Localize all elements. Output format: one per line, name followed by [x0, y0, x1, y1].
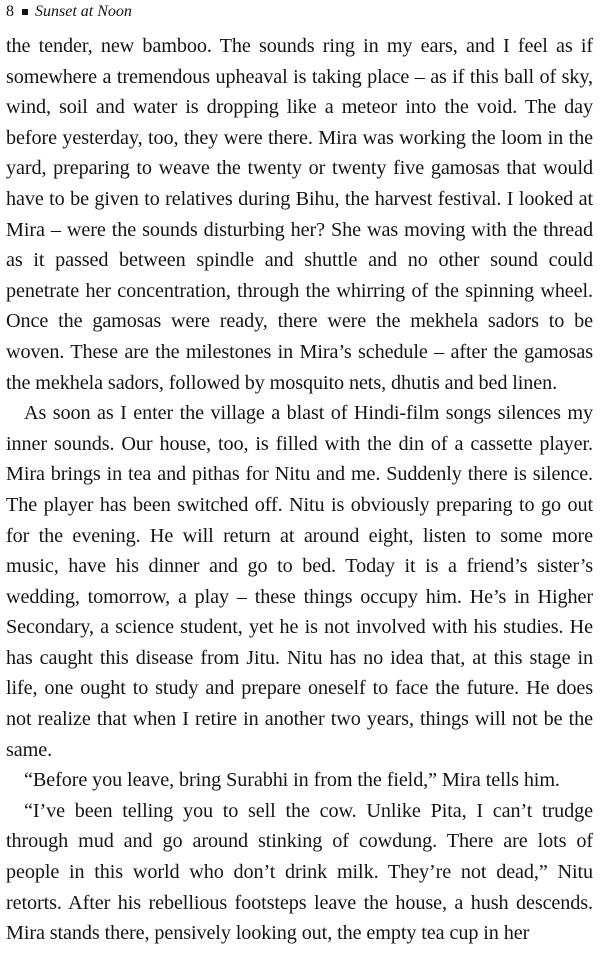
page-body	[6, 31, 593, 949]
page-number: 8	[6, 3, 14, 20]
running-header	[6, 0, 593, 24]
book-title: Sunset at Noon	[35, 3, 132, 20]
paragraph-3: “Before you leave, bring Surabhi in from the field,” Mira tells him.	[24, 769, 560, 792]
square-bullet-icon	[22, 9, 28, 15]
paragraph-2: As soon as I enter the village a blast of Hindi-film songs silences my inner sounds. Our house, too, is filled with the din of a cassette player. Mira brings in tea and pithas for Nitu and me. Suddenly there is silence. The player has been switched off. Nitu is obviously preparing to go out for the evening. He will return at around eight, listen to some more music, have his dinner and go to bed. Today it is a friend’s sister’s wedding, tomorrow, a play – these things occupy him. He’s in Higher Secondary, a science student, yet he is not involved with his studies. He has caught this disease from Jitu. Nitu has no idea that, at this stage in life, one ought to study and prepare oneself to face the future. He does not realize that when I retire in another two years, things will not be the same.	[6, 402, 593, 761]
paragraph-4: “I’ve been telling you to sell the cow. Unlike Pita, I can’t trudge through mud and go around stinking of cowdung. There are lots of people in this world who don’t drink milk. They’re not dead,” Nitu retorts. After his rebellious footsteps leave the house, a hush descends. Mira stands there, pensively looking out, the empty tea cup in her	[6, 799, 593, 945]
paragraph-1: the tender, new bamboo. The sounds ring in my ears, and I feel as if somewhere a tremendous upheaval is taking place – as if this ball of sky, wind, soil and water is dropping like a meteor into the void. The day before yesterday, too, they were there. Mira was working the loom in the yard, preparing to weave the twenty or twenty five gamosas that would have to be given to relatives during Bihu, the harvest festival. I looked at Mira – were the sounds disturbing her? She was moving with the thread as it passed between spindle and shuttle and no other sound could penetrate her concentration, through the whirring of the spinning wheel. Once the gamosas were ready, there were the mekhela sadors to be woven. These are the milestones in Mira’s schedule – after the gamosas the mekhela sadors, followed by mosquito nets, dhutis and bed linen.	[6, 35, 593, 394]
